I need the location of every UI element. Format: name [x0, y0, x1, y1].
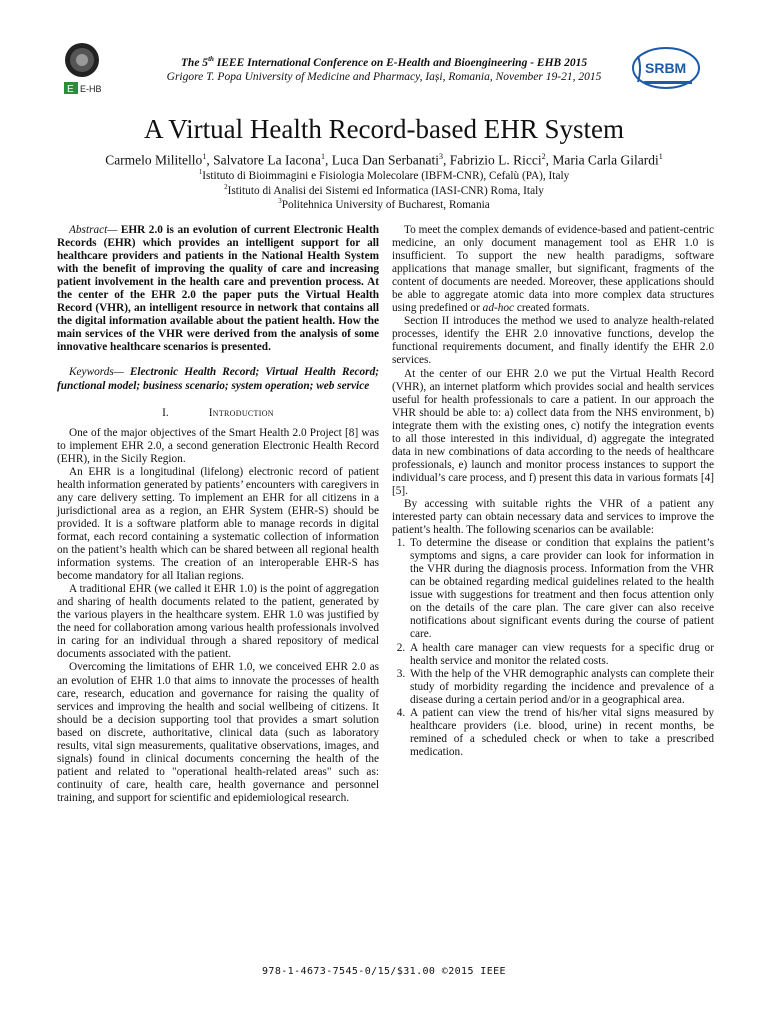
affiliation-mark: 3: [278, 197, 282, 205]
body-paragraph: One of the major objectives of the Smart Health 2.0 Project [8] was to implement EHR 2.0, a second generation Electronic Health Record (EHR), in the Sicily Region.: [57, 426, 379, 465]
author-name: Carmelo Militello: [105, 152, 203, 168]
paragraph-text: created formats.: [514, 302, 590, 315]
keywords-label: Keywords—: [69, 366, 124, 379]
right-column: [392, 224, 714, 759]
body-paragraph: At the center of our EHR 2.0 we put the Virtual Health Record (VHR), an internet platform which provides social and health services useful for health professionals to care a patient. In our approach the VHR should be able to: a) collect data from the NHS environment, b) integrate them with the existing ones, c) notify the integration events to all those interested in this individual, d) aggregate the integrated data in new combinations of data according to the needs of healthcare professionals, e) launch and monitor process instances to support the individual’s care process, and f) present this data in various formats [4][5].: [392, 367, 714, 497]
author-affiliation-mark: 1: [658, 152, 663, 161]
ehb-logo-text: E-HB: [80, 84, 102, 94]
affiliation-mark: 1: [198, 168, 203, 176]
paper-title: A Virtual Health Record-based EHR System: [143, 114, 625, 144]
affiliation: [0, 168, 768, 182]
body-paragraph: Overcoming the limitations of EHR 1.0, we conceived EHR 2.0 as an evolution of EHR 1.0 that aims to innovate the processes of health care, research, education and governance for raising the quality of services and improving the health and social wellbeing of citizens. It should be a decision supporting tool that provides a smart solution based on discrete, authoritative, clinical data (such as laboratory results, vital sign measurements, qualitative observations, images, and signals) found in clinical documents concerning the health of the patient and related to "operational health-related areas" such as: continuity of care, health care, health governance and personnel training, and support for scientific and epidemiological research.: [57, 661, 379, 804]
list-item: 2. A health care manager can view requests for a specific drug or health service and monitor the related costs.: [408, 642, 714, 668]
author-list: Carmelo Militello$^1$, Salvatore La Iacona$^1$, Luca Dan Serbanati$^3$, Fabrizio L. Ricci$^2$, Maria Carla Gilardi$^1$: [105, 152, 663, 168]
abstract: [57, 224, 379, 354]
conference-prefix: The 5: [180, 56, 209, 69]
copyright-footer: 978-1-4673-7545-0/15/$31.00 ©2015 IEEE: [262, 966, 506, 977]
body-paragraph: An EHR is a longitudinal (lifelong) electronic record of patient health information generated by patients’ encounters with caregivers in any care delivery setting. To implement an EHR for all citizens in a jurisdictional area as a region, an EHR System (EHR-S) should be provided. It is a software platform able to manage records in digital format, each record containing a systematic collection of information on the patient’s health which can be shared between all regional health information systems. The creation of an interoperable EHR-S has become mandatory for all Italian regions.: [57, 465, 379, 583]
section-number: I.: [162, 406, 169, 419]
srbm-logo: [630, 46, 700, 92]
keywords: [57, 366, 379, 392]
list-item: 1. To determine the disease or condition that explains the patient’s symptoms and signs, a care provider can look for information in the VHR during the diagnosis process. Information from the VHR can be obtained regarding medical guidelines related to the health issue with suggestions for treatment and then focus attention only on the details of the care plan. The care giver can also receive notifications about significant events during the course of patient care.: [408, 537, 714, 641]
abstract-label: Abstract—: [69, 224, 118, 236]
author-name: Fabrizio L. Ricci: [449, 152, 542, 168]
body-paragraph: A traditional EHR (we called it EHR 1.0) is the point of aggregation and sharing of health documents related to the patient, generated by the various players in the healthcare system. EHR 1.0 was justified by the need for collaboration among various health professionals involved in caring for an individual through a shared repository of medical documents associated with the patient.: [57, 583, 379, 661]
emphasis-text: ad-hoc: [482, 302, 515, 315]
conference-ordinal: th: [208, 55, 214, 63]
author-name: Salvatore La Iacona: [213, 152, 322, 168]
affiliation-text: Politehnica University of Bucharest, Romania: [281, 198, 490, 211]
author-affiliation-mark: 1: [202, 152, 207, 161]
list-item: 4. A patient can view the trend of his/her vital signs measured by healthcare providers (i.e. blood, urine) in recent months, be remined of a scheduled check or when to take a prescribed medication.: [408, 707, 714, 759]
paragraph-text: To meet the complex demands of evidence-based and patient-centric medicine, an only document management tool as EHR 1.0 is insufficient. To support the new health paradigms, software applications that manage smaller, but significant, fragments of the content of documents are needed. Moreover, these applications should be able to aggregate atomic data into more complex data structures using predefined or: [392, 224, 714, 315]
body-paragraph: By accessing with suitable rights the VHR of a patient any interested party can obtain necessary data and services to improve the patient’s health. The following scenarios can be available:: [392, 497, 714, 537]
list-item: 3. With the help of the VHR demographic analysts can complete their study of morbidity regarding the incidence and prevalence of a disease during a certain period and/or in a geographical area.: [408, 668, 714, 707]
svg-text:E: E: [67, 84, 74, 95]
left-column: [57, 224, 379, 805]
keywords-text: Electronic Health Record; Virtual Health Record; functional model; business scenario; system operation; web service: [57, 366, 379, 392]
conference-venue: Grigore T. Popa University of Medicine and Pharmacy, Iași, Romania, November 19-21, 2015: [166, 71, 602, 83]
affiliation-mark: 2: [224, 183, 228, 191]
affiliation: [0, 197, 768, 211]
affiliation: [0, 183, 768, 197]
abstract-text: EHR 2.0 is an evolution of current Electronic Health Records (EHR) which provides an intelligent support for all healthcare providers and patients in the National Health System with the benefit of improving the quality of care and increasing patient involvement in the health care and prevention process. At the center of the EHR 2.0 the paper puts the Virtual Health Record (VHR), an intelligent resource in network that contains all the digital information available about the patient health. How the main services of the VHR were derived from the analysis of some innovative healthcare scenarios is presented.: [57, 224, 379, 354]
body-paragraph: Section II introduces the method we used to analyze health-related processes, identify the EHR 2.0 innovative functions, develop the functional requirements document, and finally identify the EHR 2.0 services.: [392, 315, 714, 367]
ehb-logo: [64, 40, 110, 98]
author-name: Luca Dan Serbanati: [331, 152, 439, 168]
conference-title: [0, 55, 768, 69]
author-affiliation-mark: 3: [438, 152, 443, 161]
author-affiliation-mark: 1: [321, 152, 326, 161]
body-paragraph: [392, 224, 714, 315]
section-title: Introduction: [208, 406, 274, 419]
affiliation-text: Istituto di Bioimmagini e Fisiologia Molecolare (IBFM-CNR), Cefalù (PA), Italy: [202, 169, 570, 182]
affiliation-text: Istituto di Analisi dei Sistemi ed Informatica (IASI-CNR) Roma, Italy: [227, 184, 544, 197]
section-heading: [57, 407, 379, 420]
srbm-logo-text: SRBM: [645, 60, 687, 76]
author-name: Maria Carla Gilardi: [552, 152, 659, 168]
author-affiliation-mark: 2: [541, 152, 546, 161]
conference-rest: IEEE International Conference on E-Health and Bioengineering - EHB 2015: [213, 56, 588, 69]
scenario-list: [392, 537, 714, 759]
